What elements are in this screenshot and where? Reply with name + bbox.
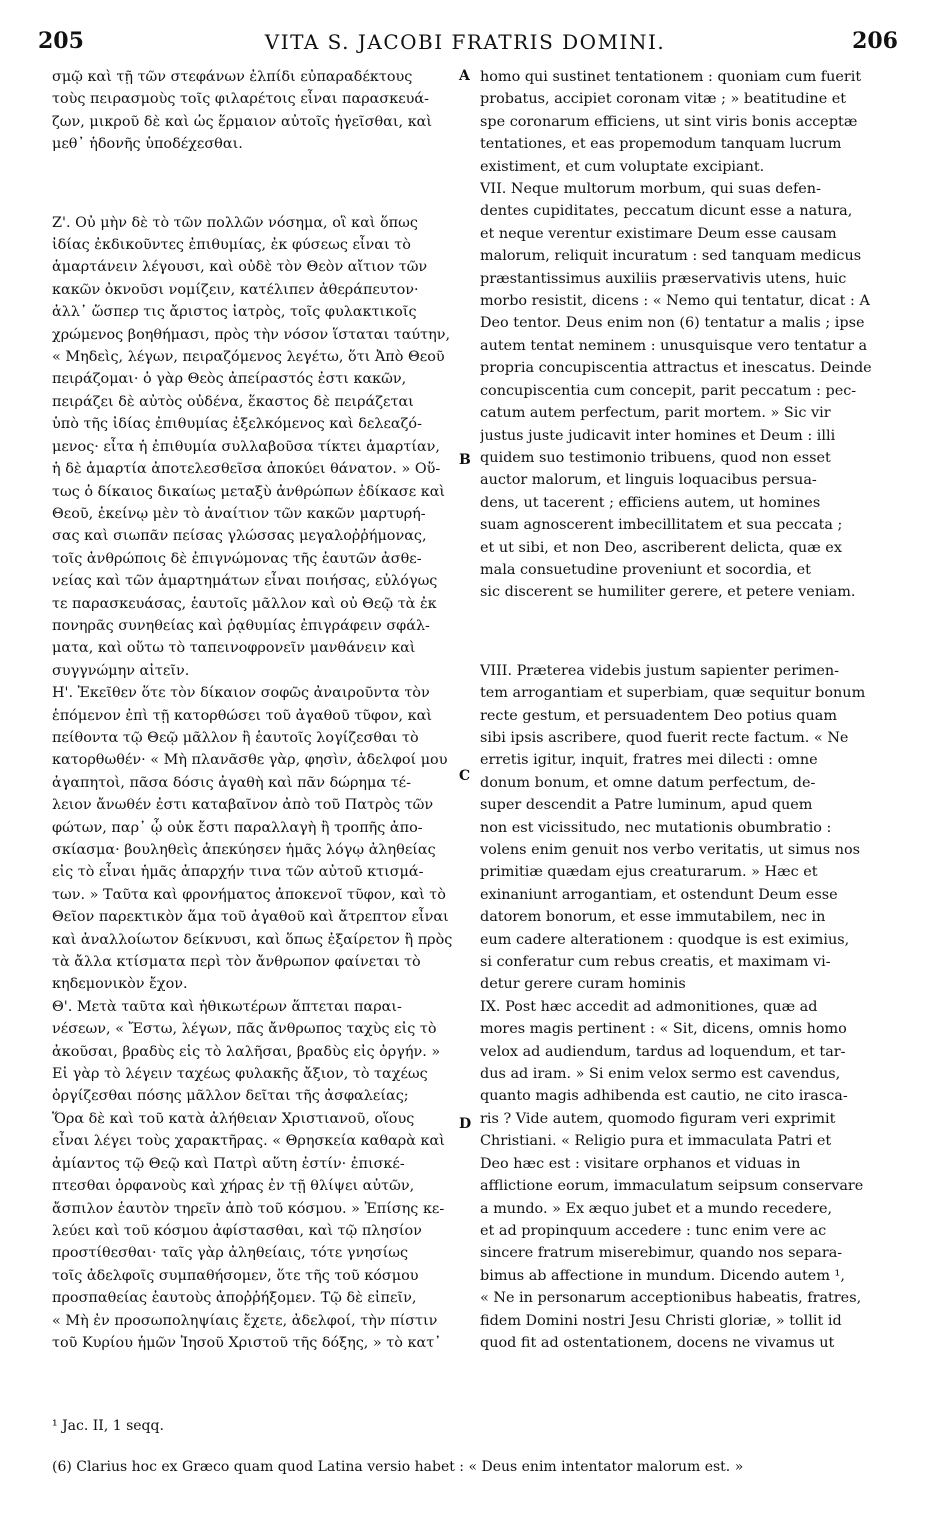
latin-line: Deo hæc est : visitare orphanos et viduas in bbox=[480, 1155, 801, 1172]
greek-line: ἰδίας ἐκδικοῦντες ἐπιθυμίας, ἐκ φύσεως εἶναι τὸ bbox=[52, 237, 411, 254]
greek-line: ματα, καὶ οὕτω τὸ ταπεινοφρονεῖν μανθάνειν καὶ bbox=[52, 640, 416, 657]
latin-line: et ad propinquum accedere : tunc enim vere ac bbox=[480, 1222, 827, 1239]
greek-line: των. » Ταῦτα καὶ φρονήματος ἀποκενοῖ τῦφον, καὶ τὸ bbox=[52, 886, 446, 903]
latin-line: autem tentat neminem : unusquisque vero tentatur a bbox=[480, 337, 868, 354]
latin-line: bimus ab affectione in mundum. Dicendo autem ¹, bbox=[480, 1267, 845, 1284]
latin-line: sibi ipsis ascribere, quod fuerit recte factum. « Ne bbox=[480, 729, 849, 746]
latin-line: præstantissimus auxiliis præservativis utens, huic bbox=[480, 270, 847, 287]
latin-line: super descendit a Patre luminum, apud quem bbox=[480, 797, 813, 814]
latin-line: VII. Neque multorum morbum, qui suas defen- bbox=[480, 181, 821, 198]
greek-line: προσπαθείας ἑαυτοὺς ἀποῤῥήξομεν. Τῷ δὲ εἰπεῖν, bbox=[52, 1290, 417, 1307]
greek-line: εἶναι λέγει τοὺς χαρακτῆρας. « Θρησκεία καθαρὰ καὶ bbox=[52, 1133, 445, 1150]
latin-line: Christiani. « Religio pura et immaculata Patri et bbox=[480, 1133, 832, 1150]
latin-line: tem arrogantiam et superbiam, quæ sequitur bonum bbox=[480, 685, 866, 702]
latin-line: catum autem perfectum, parit mortem. » Sic vir bbox=[480, 405, 831, 422]
latin-line: dus ad iram. » Si enim velox sermo est cavendus, bbox=[480, 1066, 841, 1083]
greek-line: ἄσπιλον ἑαυτὸν τηρεῖν ἀπὸ τοῦ κόσμου. » Ἐπίσης κε- bbox=[52, 1200, 445, 1217]
running-title: VITA S. JACOBI FRATRIS DOMINI. bbox=[264, 30, 666, 54]
greek-line: ἀμίαντος τῷ Θεῷ καὶ Πατρὶ αὕτη ἐστίν· ἐπισκέ- bbox=[52, 1155, 405, 1172]
greek-line: πείθοντα τῷ Θεῷ μᾶλλον ἢ ἑαυτοῖς λογίζεσθαι τὸ bbox=[52, 729, 419, 746]
greek-line: κηδεμονικὸν ἔχον. bbox=[52, 976, 188, 993]
latin-line: morbo resistit, dicens : « Nemo qui tentatur, dicat : A bbox=[480, 293, 870, 310]
latin-line: donum bonum, et omne datum perfectum, de- bbox=[480, 774, 816, 791]
latin-line: ris ? Vide autem, quomodo figuram veri exprimit bbox=[480, 1110, 836, 1127]
greek-line: χρώμενος βοηθήμασι, πρὸς τὴν νόσον ἵσταται ταύτην, bbox=[52, 326, 451, 343]
greek-line: Η'. Ἐκεῖθεν ὅτε τὸν δίκαιον σοφῶς ἀναιροῦντα τὸν bbox=[52, 685, 430, 702]
greek-line: κατορθωθέν· « Μὴ πλανᾶσθε γὰρ, φησὶν, ἀδελφοί μου bbox=[52, 752, 448, 769]
greek-line: ὑπὸ τῆς ἰδίας ἐπιθυμίας ἐξελκόμενος καὶ δελεαζό- bbox=[52, 416, 422, 433]
greek-line: τως ὁ δίκαιος δικαίως μεταξὺ ἀνθρώπων ἐδίκασε καὶ bbox=[52, 483, 446, 500]
greek-line: τοῦ Κυρίου ἡμῶν Ἰησοῦ Χριστοῦ τῆς δόξης, » τὸ κατ᾽ bbox=[52, 1334, 442, 1351]
latin-line: exinaniunt arrogantiam, et ostendunt Deum esse bbox=[480, 886, 838, 903]
greek-line: Ὅρα δὲ καὶ τοῦ κατὰ ἀλήθειαν Χριστιανοῦ, οἵους bbox=[52, 1110, 415, 1127]
page-number-left: 205 bbox=[38, 28, 84, 54]
greek-line: ἑπόμενον ἐπὶ τῇ κατορθώσει τοῦ ἀγαθοῦ τῦφον, καὶ bbox=[52, 707, 432, 724]
latin-line: volens enim genuit nos verbo veritatis, ut simus nos bbox=[480, 842, 861, 858]
latin-line: afflictione eorum, immaculatum seipsum conservare bbox=[480, 1178, 864, 1195]
latin-line: « Ne in personarum acceptionibus habeatis, fratres, bbox=[480, 1290, 862, 1307]
latin-line: dens, ut tacerent ; efficiens autem, ut homines bbox=[480, 494, 821, 511]
latin-line: quanto magis adhibenda est cautio, ne cito irasca- bbox=[480, 1088, 848, 1105]
greek-line: πειράζομαι· ὁ γὰρ Θεὸς ἀπείραστός ἐστι κακῶν, bbox=[52, 371, 407, 388]
latin-line: non est vicissitudo, nec mutationis obumbratio : bbox=[480, 819, 832, 836]
greek-line: συγγνώμην αἰτεῖν. bbox=[52, 662, 190, 679]
latin-line: et ut sibi, et non Deo, ascriberent delicta, quæ ex bbox=[480, 539, 842, 556]
page-header bbox=[30, 28, 900, 62]
latin-line: eum cadere alterationem : quodque is est eximius, bbox=[480, 931, 850, 948]
latin-line: dentes cupiditates, peccatum dicunt esse a natura, bbox=[480, 203, 853, 220]
greek-line: « Μηδεὶς, λέγων, πειραζόμενος λεγέτω, ὅτι Ἀπὸ Θεοῦ bbox=[52, 349, 445, 366]
latin-column bbox=[480, 66, 887, 1354]
greek-line: ἀγαπητοὶ, πᾶσα δόσις ἀγαθὴ καὶ πᾶν δώρημα τέ- bbox=[52, 774, 411, 791]
latin-line: homo qui sustinet tentationem : quoniam cum fuerit bbox=[480, 69, 862, 85]
latin-line: detur gerere curam hominis bbox=[480, 976, 686, 993]
greek-line: Θ'. Μετὰ ταῦτα καὶ ἠθικωτέρων ἅπτεται παραι- bbox=[52, 998, 402, 1015]
latin-line: velox ad audiendum, tardus ad loquendum, et tar- bbox=[480, 1043, 846, 1060]
latin-line: si conferatur cum rebus creatis, et maximam vi- bbox=[480, 954, 831, 971]
latin-line: spe coronarum efficiens, ut sint viris bonis acceptæ bbox=[480, 113, 858, 130]
greek-line: ἡ δὲ ἁμαρτία ἀποτελεσθεῖσα ἀποκύει θάνατον. » Οὕ- bbox=[52, 461, 441, 478]
greek-line: τοῖς ἀνθρώποις δὲ ἐπιγνώμονας τῆς ἑαυτῶν ἀσθε- bbox=[52, 550, 422, 567]
latin-line: existiment, et cum voluptate excipiant. bbox=[480, 158, 765, 175]
greek-line: λεύει καὶ τοῦ κόσμου ἀφίστασθαι, καὶ τῷ πλησίον bbox=[52, 1222, 422, 1239]
greek-line: πονηρᾶς συνηθείας καὶ ῥᾳθυμίας ἐπιγράφειν σφάλ- bbox=[52, 617, 430, 634]
page-number-right: 206 bbox=[852, 28, 898, 54]
greek-line: σμῷ καὶ τῇ τῶν στεφάνων ἐλπίδι εὐπαραδέκτους bbox=[52, 69, 413, 85]
latin-line: recte gestum, et persuadentem Deo potius quam bbox=[480, 707, 838, 724]
greek-line: νέσεων, « Ἔστω, λέγων, πᾶς ἄνθρωπος ταχὺς εἰς τὸ bbox=[52, 1021, 437, 1038]
greek-line: Ζ'. Οὐ μὴν δὲ τὸ τῶν πολλῶν νόσημα, οἳ καὶ ὅπως bbox=[52, 214, 418, 231]
greek-line: προστίθεσθαι· ταῖς γὰρ ἀληθείαις, τότε γνησίως bbox=[52, 1245, 409, 1262]
latin-line: justus juste judicavit inter homines et Deum : illi bbox=[480, 427, 836, 444]
greek-line: τε παρασκευάσας, ἑαυτοῖς μᾶλλον καὶ οὐ Θεῷ τὰ ἐκ bbox=[52, 595, 437, 612]
latin-line: malorum, reliquit incuratum : sed tanquam medicus bbox=[480, 248, 862, 265]
latin-line: mores magis pertinent : « Sit, dicens, omnis homo bbox=[480, 1021, 847, 1038]
greek-line: ἁμαρτάνειν λέγουσι, καὶ οὐδὲ τὸν Θεὸν αἴτιον τῶν bbox=[52, 259, 428, 276]
greek-line: « Μὴ ἐν προσωποληψίαις ἔχετε, ἀδελφοί, τὴν πίστιν bbox=[52, 1312, 438, 1329]
latin-line: mala consuetudine proveniunt et socordia, et bbox=[480, 561, 811, 578]
margin-marker-a: A bbox=[459, 68, 470, 84]
greek-line: τοῖς ἀδελφοῖς συμπαθήσομεν, ὅτε τῆς τοῦ κόσμου bbox=[52, 1267, 419, 1284]
greek-line: ἀκοῦσαι, βραδὺς εἰς τὸ λαλῆσαι, βραδὺς εἰς ὀργήν. » bbox=[52, 1043, 441, 1060]
greek-line: ὀργίζεσθαι πόσης μᾶλλον δεῖται τῆς ἀσφαλείας; bbox=[52, 1088, 409, 1105]
latin-line: IX. Post hæc accedit ad admonitiones, quæ ad bbox=[480, 998, 818, 1015]
greek-line: μεθ᾽ ἡδονῆς ὑποδέχεσθαι. bbox=[52, 136, 243, 153]
latin-line: datorem bonorum, et esse immutabilem, nec in bbox=[480, 909, 826, 926]
greek-line: Θεῖον παρεκτικὸν ἅμα τοῦ ἀγαθοῦ καὶ ἄτρεπτον εἶναι bbox=[52, 909, 449, 926]
latin-line: VIII. Præterea videbis justum sapienter perimen- bbox=[480, 662, 839, 679]
greek-line: εἰς τὸ εἶναι ἡμᾶς ἀπαρχήν τινα τῶν αὐτοῦ κτισμά- bbox=[52, 864, 424, 881]
latin-line: Deo tentor. Deus enim non (6) tentatur a malis ; ipse bbox=[480, 315, 865, 332]
latin-line: erretis igitur, inquit, fratres mei dilecti : omne bbox=[480, 752, 818, 769]
greek-line: μενος· εἶτα ἡ ἐπιθυμία συλλαβοῦσα τίκτει ἁμαρτίαν, bbox=[52, 438, 440, 455]
footnote-note: (6) Clarius hoc ex Græco quam quod Latina versio habet : « Deus enim intentator malorum est. » bbox=[52, 1459, 744, 1475]
latin-line: quidem suo testimonio tribuens, quod non esset bbox=[480, 449, 831, 466]
greek-line: κακῶν ὀκνοῦσι νομίζειν, κατέλιπεν ἀθεράπευτον· bbox=[52, 281, 419, 298]
latin-line: propria concupiscentia attractus et inescatus. Deinde bbox=[480, 360, 872, 377]
margin-marker-c: C bbox=[459, 768, 471, 784]
greek-line: Θεοῦ, ἐκείνῳ μὲν τὸ ἀναίτιον τῶν κακῶν μαρτυρή- bbox=[52, 505, 426, 522]
latin-line: probatus, accipiet coronam vitæ ; » beatitudine et bbox=[480, 91, 847, 108]
latin-line: sincere fratrum miserebimur, quando nos separa- bbox=[480, 1245, 843, 1262]
greek-line: καὶ ἀναλλοίωτον δείκνυσι, καὶ ὅπως ἐξαίρετον ἢ πρὸς bbox=[52, 931, 452, 948]
greek-line: φώτων, παρ᾽ ᾧ οὐκ ἔστι παραλλαγὴ ἢ τροπῆς ἀπο- bbox=[52, 819, 423, 836]
latin-line: fidem Domini nostri Jesu Christi gloriæ, » tollit id bbox=[480, 1312, 842, 1329]
greek-line: τὰ ἄλλα κτίσματα περὶ τὸν ἄνθρωπον φαίνεται τὸ bbox=[52, 954, 421, 971]
latin-line: sic discerent se humiliter gerere, et petere veniam. bbox=[480, 584, 856, 601]
greek-line: πτεσθαι ὀρφανοὺς καὶ χήρας ἐν τῇ θλίψει αὐτῶν, bbox=[52, 1178, 415, 1195]
margin-marker-d: D bbox=[459, 1116, 472, 1132]
greek-line: πειράζει δὲ αὐτὸς οὐδένα, ἕκαστος δὲ πειράζεται bbox=[52, 393, 414, 410]
latin-line: concupiscentia cum concepit, parit peccatum : pec- bbox=[480, 382, 857, 399]
greek-line: ἀλλ᾽ ὥσπερ τις ἄριστος ἰατρὸς, τοῖς φυλακτικοῖς bbox=[52, 304, 417, 321]
latin-line: quod fit ad ostentationem, docens ne vivamus ut bbox=[480, 1334, 835, 1351]
greek-line: ζων, μικροῦ δὲ καὶ ὡς ἕρμαιον αὐτοῖς ἡγεῖσθαι, καὶ bbox=[52, 113, 433, 130]
latin-line: et neque verentur existimare Deum esse causam bbox=[480, 225, 837, 242]
greek-line: λειον ἄνωθέν ἐστι καταβαῖνον ἀπὸ τοῦ Πατρὸς τῶν bbox=[52, 797, 434, 814]
latin-line: primitiæ quædam ejus creaturarum. » Hæc et bbox=[480, 864, 818, 881]
latin-line: a mundo. » Ex æquo jubet et a mundo recedere, bbox=[480, 1200, 833, 1217]
latin-line: tentationes, et eas propemodum tanquam lucrum bbox=[480, 136, 842, 153]
greek-line: Εἰ γὰρ τὸ λέγειν ταχέως φυλακῆς ἄξιον, τὸ ταχέως bbox=[52, 1066, 428, 1083]
footnote-reference: ¹ Jac. II, 1 seqq. bbox=[52, 1418, 164, 1434]
latin-line: suam agnoscerent imbecillitatem et sua peccata ; bbox=[480, 517, 843, 534]
greek-line: νείας καὶ τῶν ἁμαρτημάτων εἶναι ποιήσας, εὐλόγως bbox=[52, 573, 438, 590]
margin-marker-b: B bbox=[459, 452, 471, 468]
greek-line: σκίασμα· βουληθεὶς ἀπεκύησεν ἡμᾶς λόγῳ ἀληθείας bbox=[52, 842, 436, 858]
greek-line: σας καὶ σιωπᾶν πείσας γλώσσας μεγαλοῤῥήμονας, bbox=[52, 528, 427, 545]
latin-line: auctor malorum, et linguis loquacibus persua- bbox=[480, 472, 817, 489]
greek-column bbox=[52, 66, 452, 1354]
greek-line: τοὺς πειρασμοὺς τοῖς φιλαρέτοις εἶναι παρασκευά- bbox=[52, 91, 429, 108]
